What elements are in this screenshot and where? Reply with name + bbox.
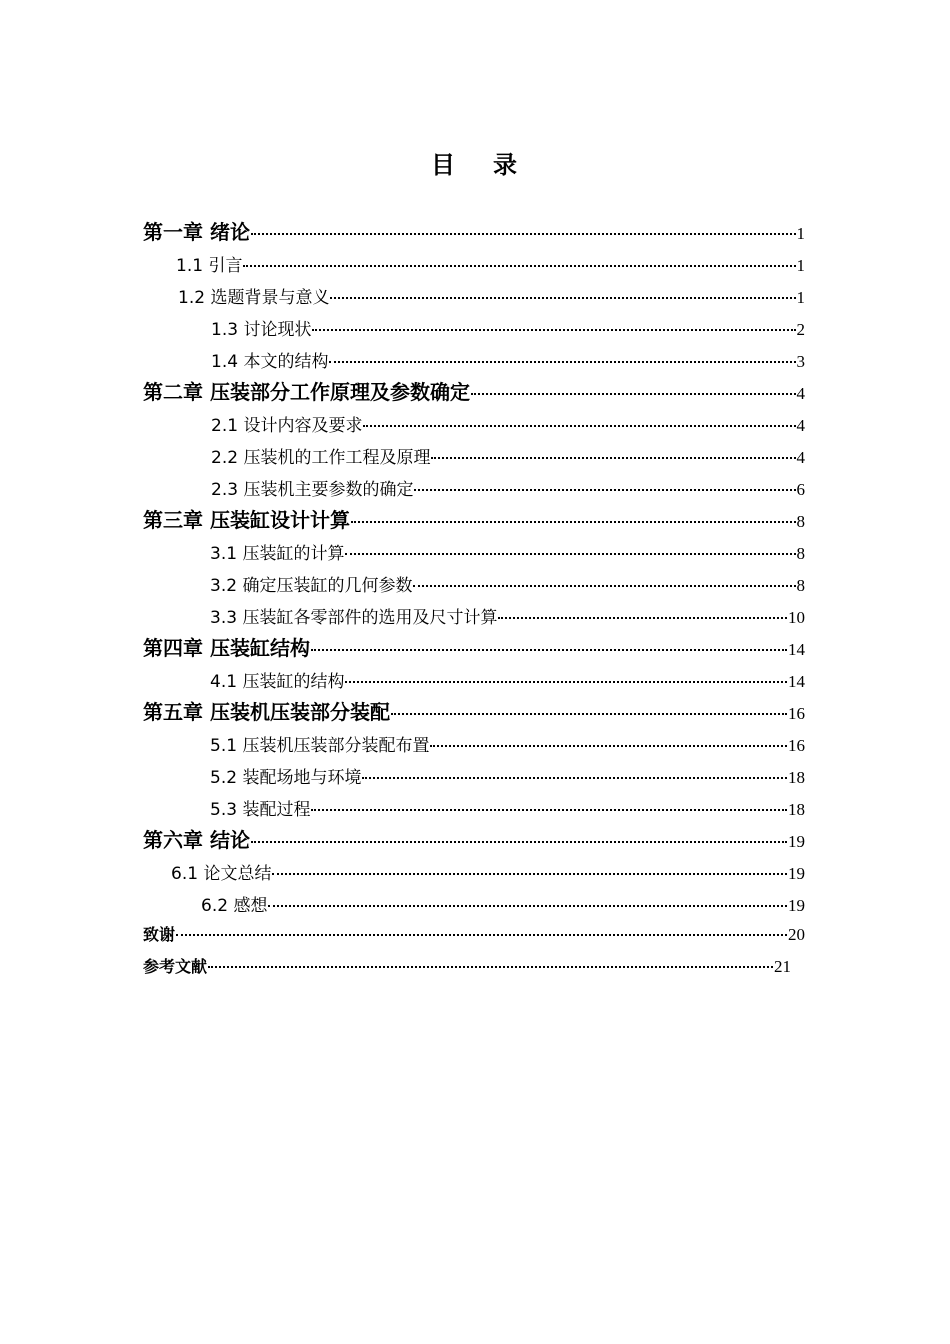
- toc-entry-label: 第一章 绪论: [143, 220, 250, 244]
- leader-dots: [311, 809, 787, 811]
- toc-entry-label: 4.1 压装缸的结构: [210, 672, 345, 692]
- toc-entry-page: 21: [774, 957, 791, 976]
- toc-entry-page: 8: [796, 512, 805, 531]
- toc-entry-3-2[interactable]: [210, 571, 805, 596]
- leader-dots: [176, 934, 787, 936]
- toc-entry-label: 5.2 装配场地与环境: [210, 768, 362, 788]
- toc-entry-chapter-3[interactable]: [143, 504, 805, 533]
- toc-entry-6-1[interactable]: [171, 859, 805, 884]
- toc-entry-page: 8: [796, 576, 805, 595]
- toc-entry-page: 4: [796, 384, 805, 403]
- toc-entry-label: 3.1 压装缸的计算: [210, 544, 345, 564]
- leader-dots: [431, 457, 795, 459]
- toc-entry-acknowledgements[interactable]: [143, 922, 805, 945]
- toc-entry-5-1[interactable]: [210, 731, 805, 756]
- toc-entry-1-4[interactable]: [211, 347, 805, 372]
- leader-dots: [329, 361, 795, 363]
- toc-entry-3-3[interactable]: [210, 603, 805, 628]
- toc-entry-page: 19: [788, 832, 805, 851]
- page-title: [0, 145, 950, 180]
- toc-entry-label: 参考文献: [143, 957, 208, 976]
- toc-entry-2-1[interactable]: [211, 411, 805, 436]
- toc-entry-label: 1.4 本文的结构: [211, 352, 329, 372]
- leader-dots: [345, 553, 795, 555]
- leader-dots: [362, 777, 787, 779]
- leader-dots: [243, 265, 795, 267]
- toc-entry-page: 4: [796, 448, 805, 467]
- toc-entry-label: 第六章 结论: [143, 828, 250, 852]
- toc-entry-chapter-5[interactable]: [143, 696, 805, 725]
- toc-entry-label: 1.1 引言: [176, 256, 243, 276]
- leader-dots: [413, 585, 795, 587]
- toc-entry-page: 19: [788, 864, 805, 883]
- toc-entry-label: 1.2 选题背景与意义: [178, 288, 330, 308]
- toc-entry-page: 1: [796, 256, 805, 275]
- toc-entry-page: 1: [796, 288, 805, 307]
- toc-entry-page: 14: [788, 672, 805, 691]
- leader-dots: [272, 873, 787, 875]
- leader-dots: [414, 489, 795, 491]
- toc-entry-references[interactable]: [143, 954, 791, 977]
- toc-entry-2-3[interactable]: [211, 475, 805, 500]
- leader-dots: [208, 966, 773, 968]
- toc-entry-page: 1: [796, 224, 805, 243]
- toc-entry-1-2[interactable]: [178, 283, 805, 308]
- leader-dots: [363, 425, 795, 427]
- toc-entry-page: 6: [796, 480, 805, 499]
- toc-entry-page: 10: [788, 608, 805, 627]
- toc-entry-label: 6.1 论文总结: [171, 864, 272, 884]
- toc-entry-label: 3.2 确定压装缸的几何参数: [210, 576, 413, 596]
- toc-entry-page: 14: [788, 640, 805, 659]
- toc-entry-page: 16: [788, 704, 805, 723]
- toc-entry-5-3[interactable]: [210, 795, 805, 820]
- toc-entry-label: 第五章 压装机压装部分装配: [143, 700, 390, 724]
- toc-entry-page: 20: [788, 925, 805, 944]
- toc-entry-label: 5.3 装配过程: [210, 800, 311, 820]
- toc-entry-chapter-4[interactable]: [143, 632, 805, 661]
- toc-entry-label: 5.1 压装机压装部分装配布置: [210, 736, 430, 756]
- leader-dots: [351, 521, 796, 523]
- leader-dots: [312, 329, 795, 331]
- toc-entry-chapter-2[interactable]: [143, 376, 805, 405]
- title-char-1: 目: [431, 151, 457, 179]
- toc-entry-label: 2.1 设计内容及要求: [211, 416, 363, 436]
- toc-entry-label: 6.2 感想: [201, 896, 268, 916]
- toc-entry-label: 第三章 压装缸设计计算: [143, 508, 350, 532]
- toc-entry-1-3[interactable]: [211, 315, 805, 340]
- toc-entry-2-2[interactable]: [211, 443, 805, 468]
- toc-entry-page: 4: [796, 416, 805, 435]
- toc-entry-5-2[interactable]: [210, 763, 805, 788]
- toc-entry-1-1[interactable]: [176, 251, 805, 276]
- leader-dots: [251, 233, 796, 235]
- toc-entry-label: 2.3 压装机主要参数的确定: [211, 480, 414, 500]
- toc-entry-label: 第二章 压装部分工作原理及参数确定: [143, 380, 470, 404]
- toc-entry-page: 2: [796, 320, 805, 339]
- toc-entry-chapter-1[interactable]: [143, 216, 805, 245]
- toc-entry-page: 8: [796, 544, 805, 563]
- toc-entry-6-2[interactable]: [201, 891, 805, 916]
- toc-entry-page: 18: [788, 800, 805, 819]
- toc-entry-label: 致谢: [143, 925, 176, 944]
- leader-dots: [268, 905, 787, 907]
- title-char-2: 录: [493, 151, 519, 179]
- leader-dots: [251, 841, 787, 843]
- toc-entry-label: 第四章 压装缸结构: [143, 636, 310, 660]
- toc-entry-page: 16: [788, 736, 805, 755]
- leader-dots: [498, 617, 787, 619]
- toc-entry-page: 18: [788, 768, 805, 787]
- leader-dots: [330, 297, 795, 299]
- leader-dots: [345, 681, 787, 683]
- leader-dots: [430, 745, 787, 747]
- leader-dots: [311, 649, 787, 651]
- toc-entry-page: 3: [796, 352, 805, 371]
- toc-entry-3-1[interactable]: [210, 539, 805, 564]
- toc-entry-4-1[interactable]: [210, 667, 805, 692]
- toc-entry-label: 2.2 压装机的工作工程及原理: [211, 448, 431, 468]
- toc-entry-chapter-6[interactable]: [143, 824, 805, 853]
- toc-entry-label: 1.3 讨论现状: [211, 320, 312, 340]
- toc-entry-page: 19: [788, 896, 805, 915]
- leader-dots: [391, 713, 787, 715]
- toc-entry-label: 3.3 压装缸各零部件的选用及尺寸计算: [210, 608, 498, 628]
- leader-dots: [471, 393, 796, 395]
